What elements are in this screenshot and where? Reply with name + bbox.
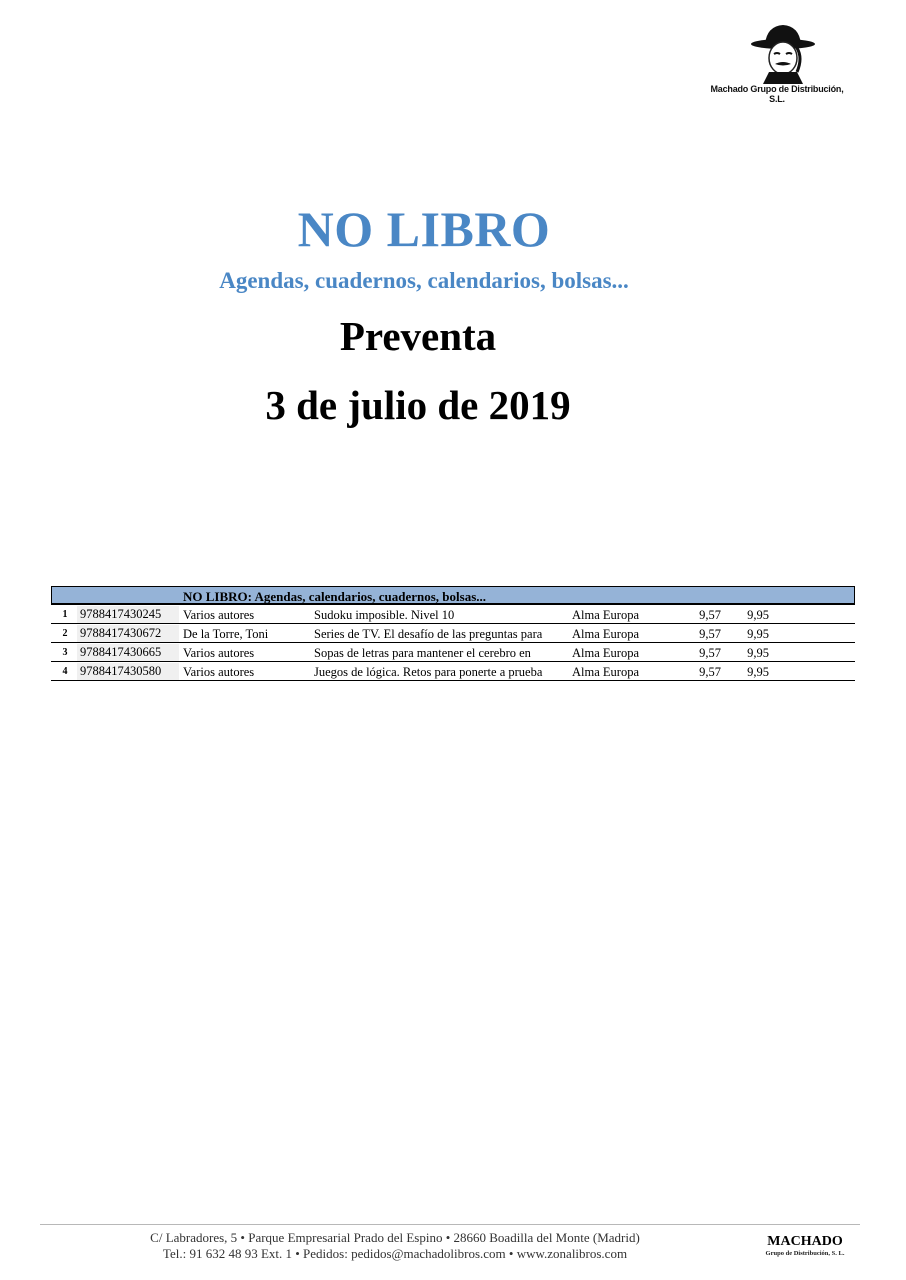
row-number: 1 <box>62 609 68 620</box>
row-author: Varios autores <box>183 646 255 660</box>
company-logo <box>703 22 851 102</box>
row-publisher: Alma Europa <box>572 665 639 679</box>
row-author: De la Torre, Toni <box>183 627 269 641</box>
row-number: 4 <box>62 666 68 677</box>
row-publisher: Alma Europa <box>572 608 639 622</box>
table-row <box>51 605 855 624</box>
footer-brand: MACHADO <box>767 1234 843 1249</box>
row-isbn: 9788417430580 <box>77 663 179 680</box>
logo-caption: Machado Grupo de Distribución, S.L. <box>710 84 844 104</box>
table-section-header <box>51 586 855 605</box>
table-row <box>51 624 855 643</box>
page-title: NO LIBRO <box>297 201 551 257</box>
row-price-retail: 9,95 <box>747 627 769 641</box>
row-title: Juegos de lógica. Retos para ponerte a prueba <box>314 665 543 679</box>
row-isbn: 9788417430665 <box>77 644 179 661</box>
row-author: Varios autores <box>183 608 255 622</box>
row-number: 2 <box>62 628 68 639</box>
row-title: Sudoku imposible. Nivel 10 <box>314 608 455 622</box>
row-title: Series de TV. El desafío de las preguntas para <box>314 627 543 641</box>
row-price-retail: 9,95 <box>747 646 769 660</box>
table-section-title: NO LIBRO: Agendas, calendarios, cuadernos, bolsas... <box>183 589 487 604</box>
table-row <box>51 643 855 662</box>
page-subtitle: Agendas, cuadernos, calendarios, bolsas... <box>219 268 629 293</box>
catalog-table <box>51 586 855 681</box>
footer-contact: Tel.: 91 632 48 93 Ext. 1 • Pedidos: pedidos@machadolibros.com • www.zonalibros.com <box>162 1246 628 1261</box>
row-title: Sopas de letras para mantener el cerebro en <box>314 646 531 660</box>
row-author: Varios autores <box>183 665 255 679</box>
row-price-net: 9,57 <box>699 665 721 679</box>
row-price-net: 9,57 <box>699 627 721 641</box>
table-row <box>51 662 855 681</box>
row-publisher: Alma Europa <box>572 646 639 660</box>
row-price-retail: 9,95 <box>747 665 769 679</box>
date-heading: 3 de julio de 2019 <box>265 382 571 428</box>
row-price-retail: 9,95 <box>747 608 769 622</box>
row-publisher: Alma Europa <box>572 627 639 641</box>
footer-divider <box>40 1224 860 1225</box>
row-isbn: 9788417430245 <box>77 606 179 623</box>
presale-heading: Preventa <box>339 313 497 359</box>
row-price-net: 9,57 <box>699 646 721 660</box>
row-isbn: 9788417430672 <box>77 625 179 642</box>
row-price-net: 9,57 <box>699 608 721 622</box>
logo-portrait-icon <box>703 22 851 84</box>
row-number: 3 <box>62 647 68 658</box>
footer-address: C/ Labradores, 5 • Parque Empresarial Prado del Espino • 28660 Boadilla del Monte (Madrid) <box>150 1230 640 1245</box>
footer-brand-subtitle: Grupo de Distribución, S. L. <box>765 1250 845 1257</box>
